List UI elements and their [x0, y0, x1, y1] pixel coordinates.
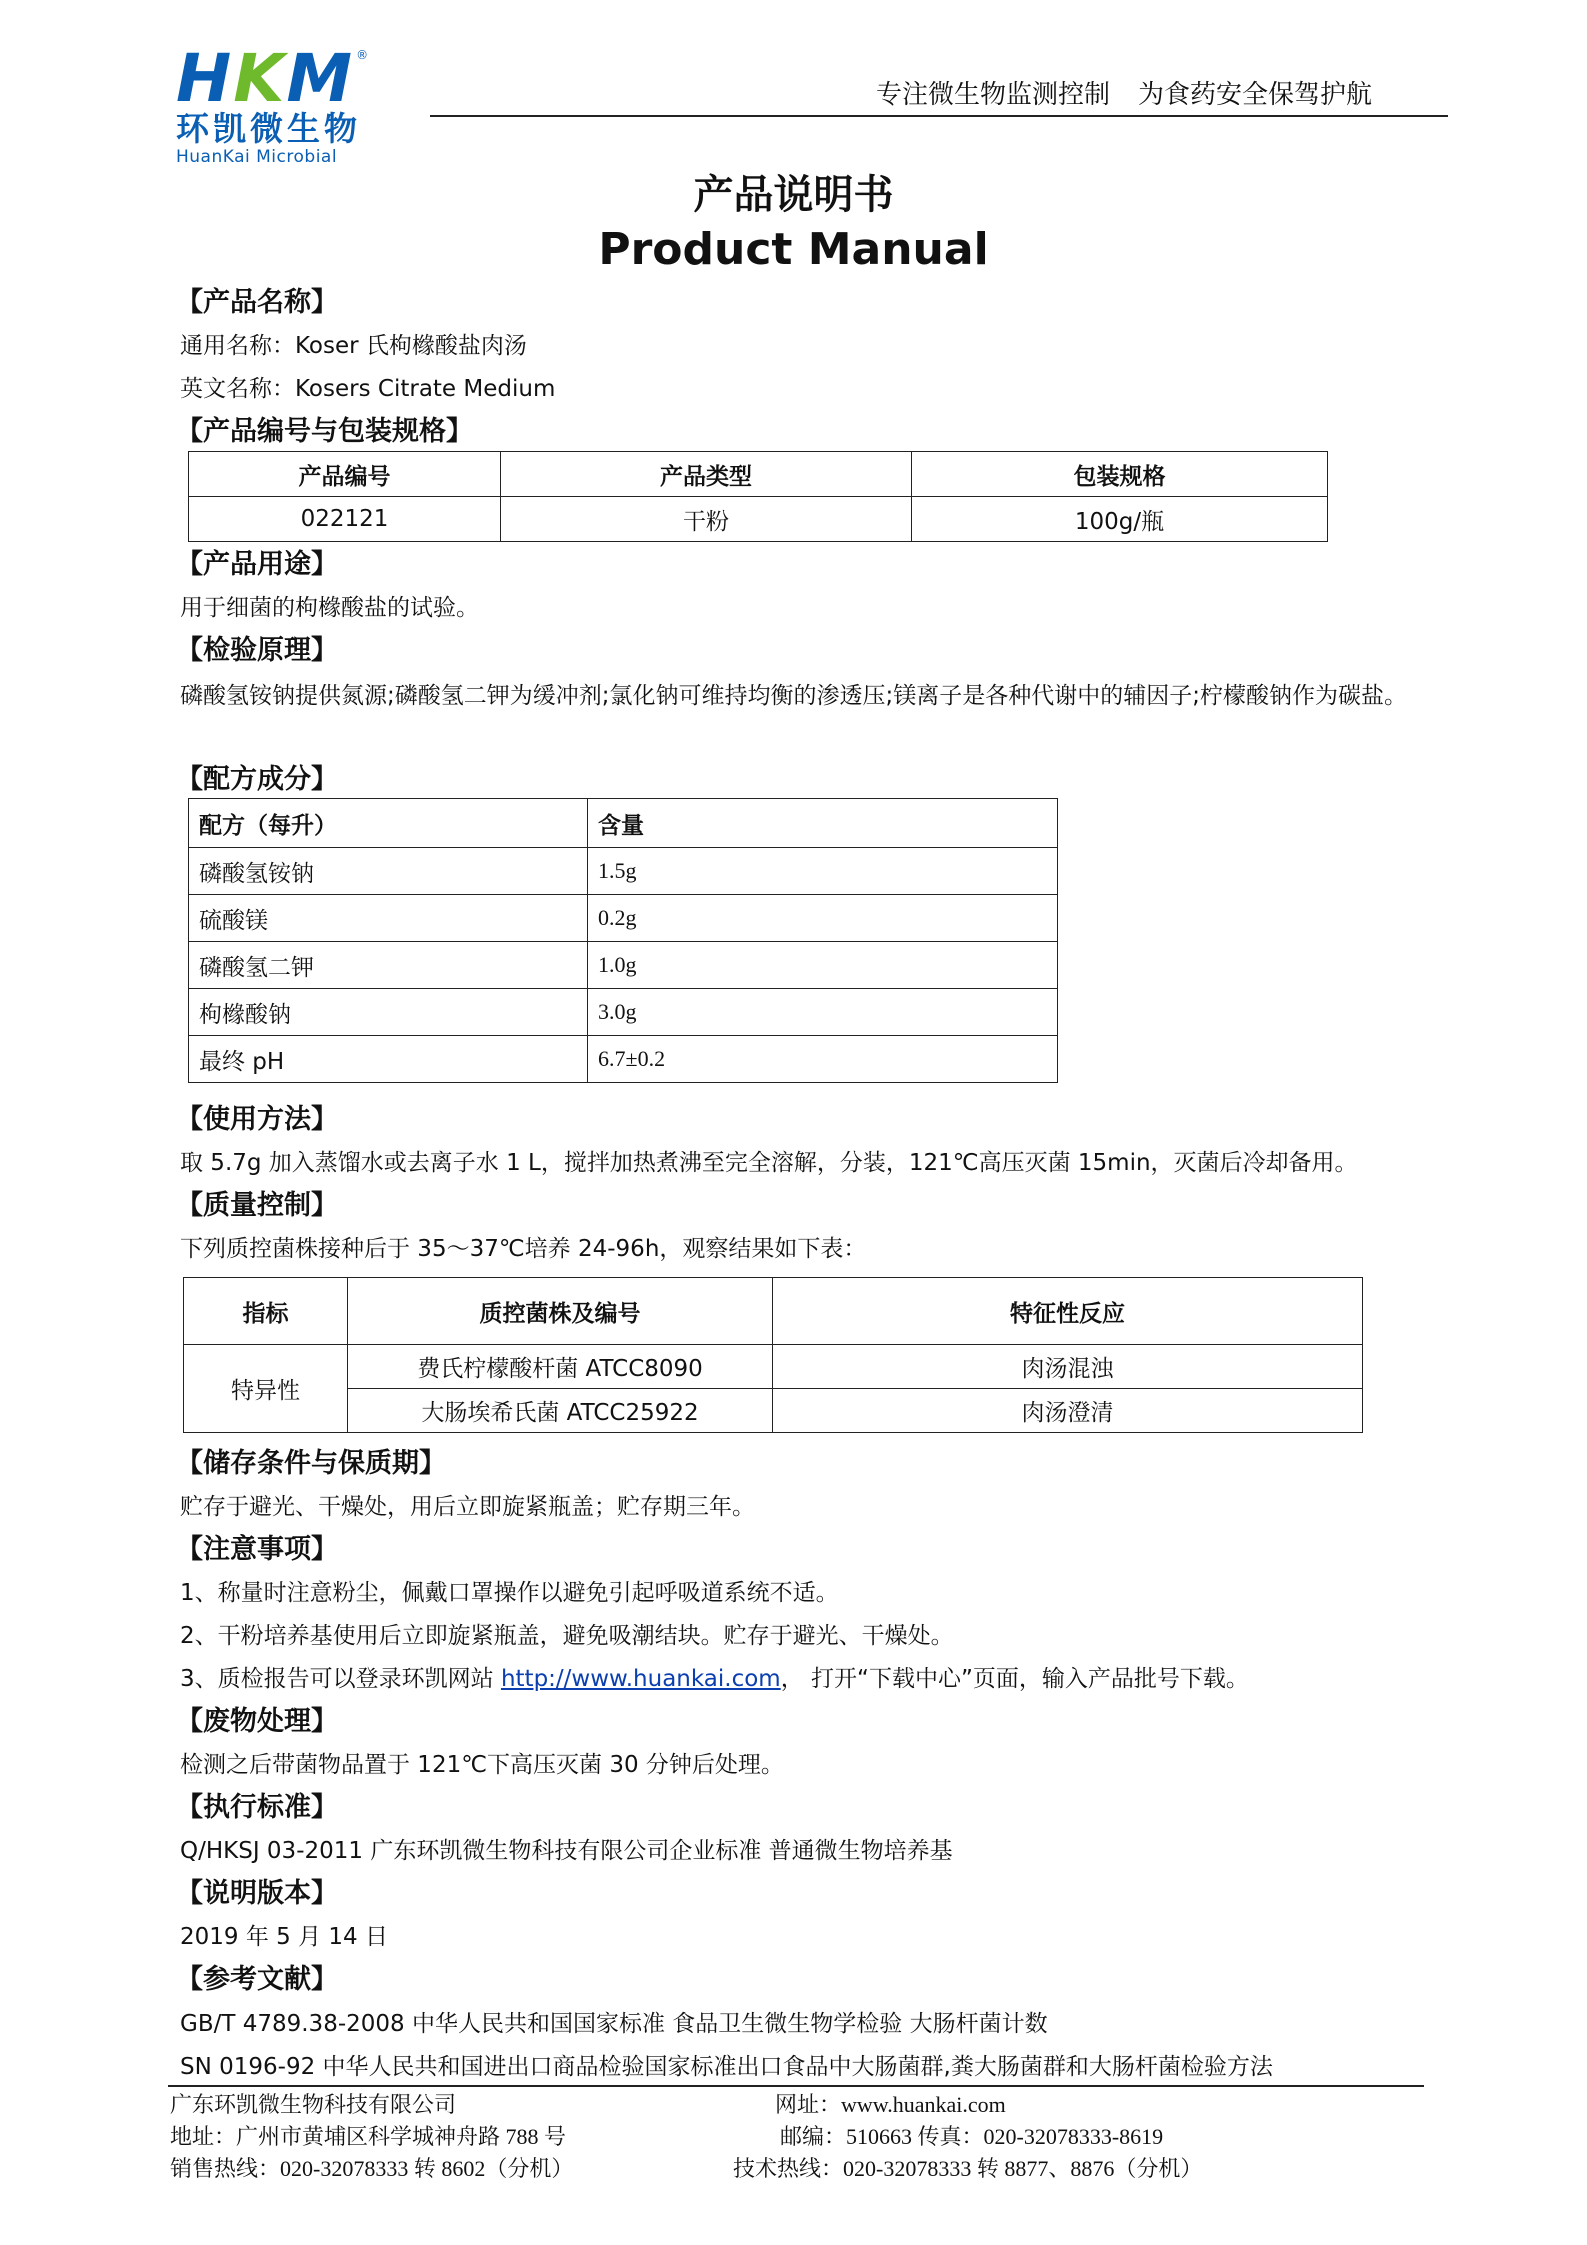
- footer-address: 地址：广州市黄埔区科学城神舟路 788 号: [170, 2124, 567, 2149]
- section-heading-code-package: 【产品编号与包装规格】: [176, 416, 473, 447]
- reference-2: SN 0196-92 中华人民共和国进出口商品检验国家标准出口食品中大肠菌群,粪大肠菌群和大肠杆菌检验方法: [180, 2054, 1273, 2080]
- strain-cell: 费氏柠檬酸杆菌 ATCC8090: [348, 1345, 773, 1389]
- indicator-cell: 特异性: [184, 1345, 348, 1433]
- quality-control-table: [183, 1277, 1363, 1433]
- table-row: [189, 895, 1058, 942]
- column-header: 配方（每升）: [189, 799, 588, 848]
- logo-chinese-name: 环凯微生物: [176, 109, 361, 148]
- website-link[interactable]: http://www.huankai.com: [500, 1666, 781, 1692]
- table-row: [189, 989, 1058, 1036]
- page-title-chinese: 产品说明书: [693, 172, 894, 218]
- table-row: [184, 1389, 1363, 1433]
- version-date: 2019 年 5 月 14 日: [180, 1924, 388, 1950]
- footer-sales-hotline: 销售热线：020-32078333 转 8602（分机）: [170, 2156, 574, 2181]
- logo-mark: [176, 40, 438, 117]
- ingredient-amount: 1.5g: [588, 848, 1058, 895]
- table-row: [189, 848, 1058, 895]
- column-header: 特征性反应: [773, 1278, 1363, 1345]
- code-package-table: [188, 451, 1328, 542]
- footer-tech-hotline: 技术热线：020-32078333 转 8877、8876（分机）: [733, 2156, 1203, 2181]
- table-header-row: [184, 1278, 1363, 1345]
- ingredient-amount: 0.2g: [588, 895, 1058, 942]
- standard-text: Q/HKSJ 03-2011 广东环凯微生物科技有限公司企业标准 普通微生物培养基: [180, 1838, 953, 1864]
- note-item-2: 2、干粉培养基使用后立即旋紧瓶盖，避免吸潮结块。贮存于避光、干燥处。: [180, 1623, 954, 1649]
- footer-divider: [168, 2085, 1424, 2087]
- section-heading-product-name: 【产品名称】: [176, 287, 338, 318]
- table-row: [189, 1036, 1058, 1083]
- note-item-3: [180, 1663, 1249, 1695]
- table-header-row: [189, 799, 1058, 848]
- ingredient-amount: 1.0g: [588, 942, 1058, 989]
- section-heading-references: 【参考文献】: [176, 1964, 338, 1995]
- section-heading-standard: 【执行标准】: [176, 1792, 338, 1823]
- section-heading-storage: 【储存条件与保质期】: [176, 1448, 446, 1479]
- ingredient-amount: 3.0g: [588, 989, 1058, 1036]
- footer-company: 广东环凯微生物科技有限公司: [170, 2092, 457, 2117]
- company-logo: [176, 40, 438, 168]
- principle-text: 磷酸氢铵钠提供氮源;磷酸氢二钾为缓冲剂;氯化钠可维持均衡的渗透压;镁离子是各种代谢中的辅因子;柠檬酸钠作为碳盐。: [180, 683, 1407, 709]
- usage-text: 用于细菌的枸橼酸盐的试验。: [180, 595, 479, 621]
- disposal-text: 检测之后带菌物品置于 121℃下高压灭菌 30 分钟后处理。: [180, 1752, 784, 1778]
- common-name: 通用名称：Koser 氏枸橼酸盐肉汤: [180, 333, 527, 359]
- reaction-cell: 肉汤混浊: [773, 1345, 1363, 1389]
- section-heading-method: 【使用方法】: [176, 1104, 338, 1135]
- note-item-3-suffix: ， 打开“下载中心”页面，输入产品批号下载。: [780, 1666, 1249, 1692]
- column-header: 产品类型: [501, 452, 912, 497]
- ingredient-amount: 6.7±0.2: [588, 1036, 1058, 1083]
- footer-postcode-fax: 邮编：510663 传真：020-32078333-8619: [780, 2124, 1164, 2149]
- table-header-row: [189, 452, 1328, 497]
- logo-english-name: HuanKai Microbial: [176, 147, 338, 167]
- slogan-part-2: 为食药安全保驾护航: [1138, 80, 1373, 110]
- column-header: 指标: [184, 1278, 348, 1345]
- registered-mark: ®: [356, 48, 369, 62]
- package-spec: 100g/瓶: [912, 497, 1328, 542]
- note-item-1: 1、称量时注意粉尘，佩戴口罩操作以避免引起呼吸道系统不适。: [180, 1580, 839, 1606]
- section-heading-version: 【说明版本】: [176, 1878, 338, 1909]
- product-code: 022121: [189, 497, 501, 542]
- table-row: [189, 942, 1058, 989]
- section-heading-disposal: 【废物处理】: [176, 1706, 338, 1737]
- note-item-3-text: 3、质检报告可以登录环凯网站: [180, 1666, 501, 1692]
- ingredient-name: 磷酸氢二钾: [189, 942, 588, 989]
- table-row: [184, 1345, 1363, 1389]
- header-slogan: [876, 74, 1372, 111]
- storage-text: 贮存于避光、干燥处，用后立即旋紧瓶盖；贮存期三年。: [180, 1494, 755, 1520]
- section-heading-usage: 【产品用途】: [176, 549, 338, 580]
- section-heading-formula: 【配方成分】: [176, 764, 338, 795]
- column-header: 质控菌株及编号: [348, 1278, 773, 1345]
- section-heading-notes: 【注意事项】: [176, 1534, 338, 1565]
- ingredient-name: 磷酸氢铵钠: [189, 848, 588, 895]
- ingredient-name: 最终 pH: [189, 1036, 588, 1083]
- method-text: 取 5.7g 加入蒸馏水或去离子水 1 L，搅拌加热煮沸至完全溶解，分装，121℃高压灭菌 15min，灭菌后冷却备用。: [180, 1150, 1358, 1176]
- strain-cell: 大肠埃希氏菌 ATCC25922: [348, 1389, 773, 1433]
- formula-table: [188, 798, 1058, 1083]
- qc-intro: 下列质控菌株接种后于 35～37℃培养 24-96h，观察结果如下表：: [180, 1236, 867, 1262]
- logo-letters: HKM: [176, 40, 355, 117]
- header-divider: [430, 115, 1448, 117]
- column-header: 包装规格: [912, 452, 1328, 497]
- column-header: 含量: [588, 799, 1058, 848]
- section-heading-principle: 【检验原理】: [176, 635, 338, 666]
- reaction-cell: 肉汤澄清: [773, 1389, 1363, 1433]
- ingredient-name: 硫酸镁: [189, 895, 588, 942]
- product-type: 干粉: [501, 497, 912, 542]
- section-heading-quality-control: 【质量控制】: [176, 1190, 338, 1221]
- footer-website: 网址：www.huankai.com: [775, 2092, 1006, 2117]
- table-row: [189, 497, 1328, 542]
- english-name: 英文名称：Kosers Citrate Medium: [180, 376, 556, 402]
- ingredient-name: 枸橼酸钠: [189, 989, 588, 1036]
- column-header: 产品编号: [189, 452, 501, 497]
- reference-1: GB/T 4789.38-2008 中华人民共和国国家标准 食品卫生微生物学检验 大肠杆菌计数: [180, 2011, 1048, 2037]
- slogan-part-1: 专注微生物监测控制: [876, 80, 1111, 110]
- page-title-english: Product Manual: [598, 224, 989, 275]
